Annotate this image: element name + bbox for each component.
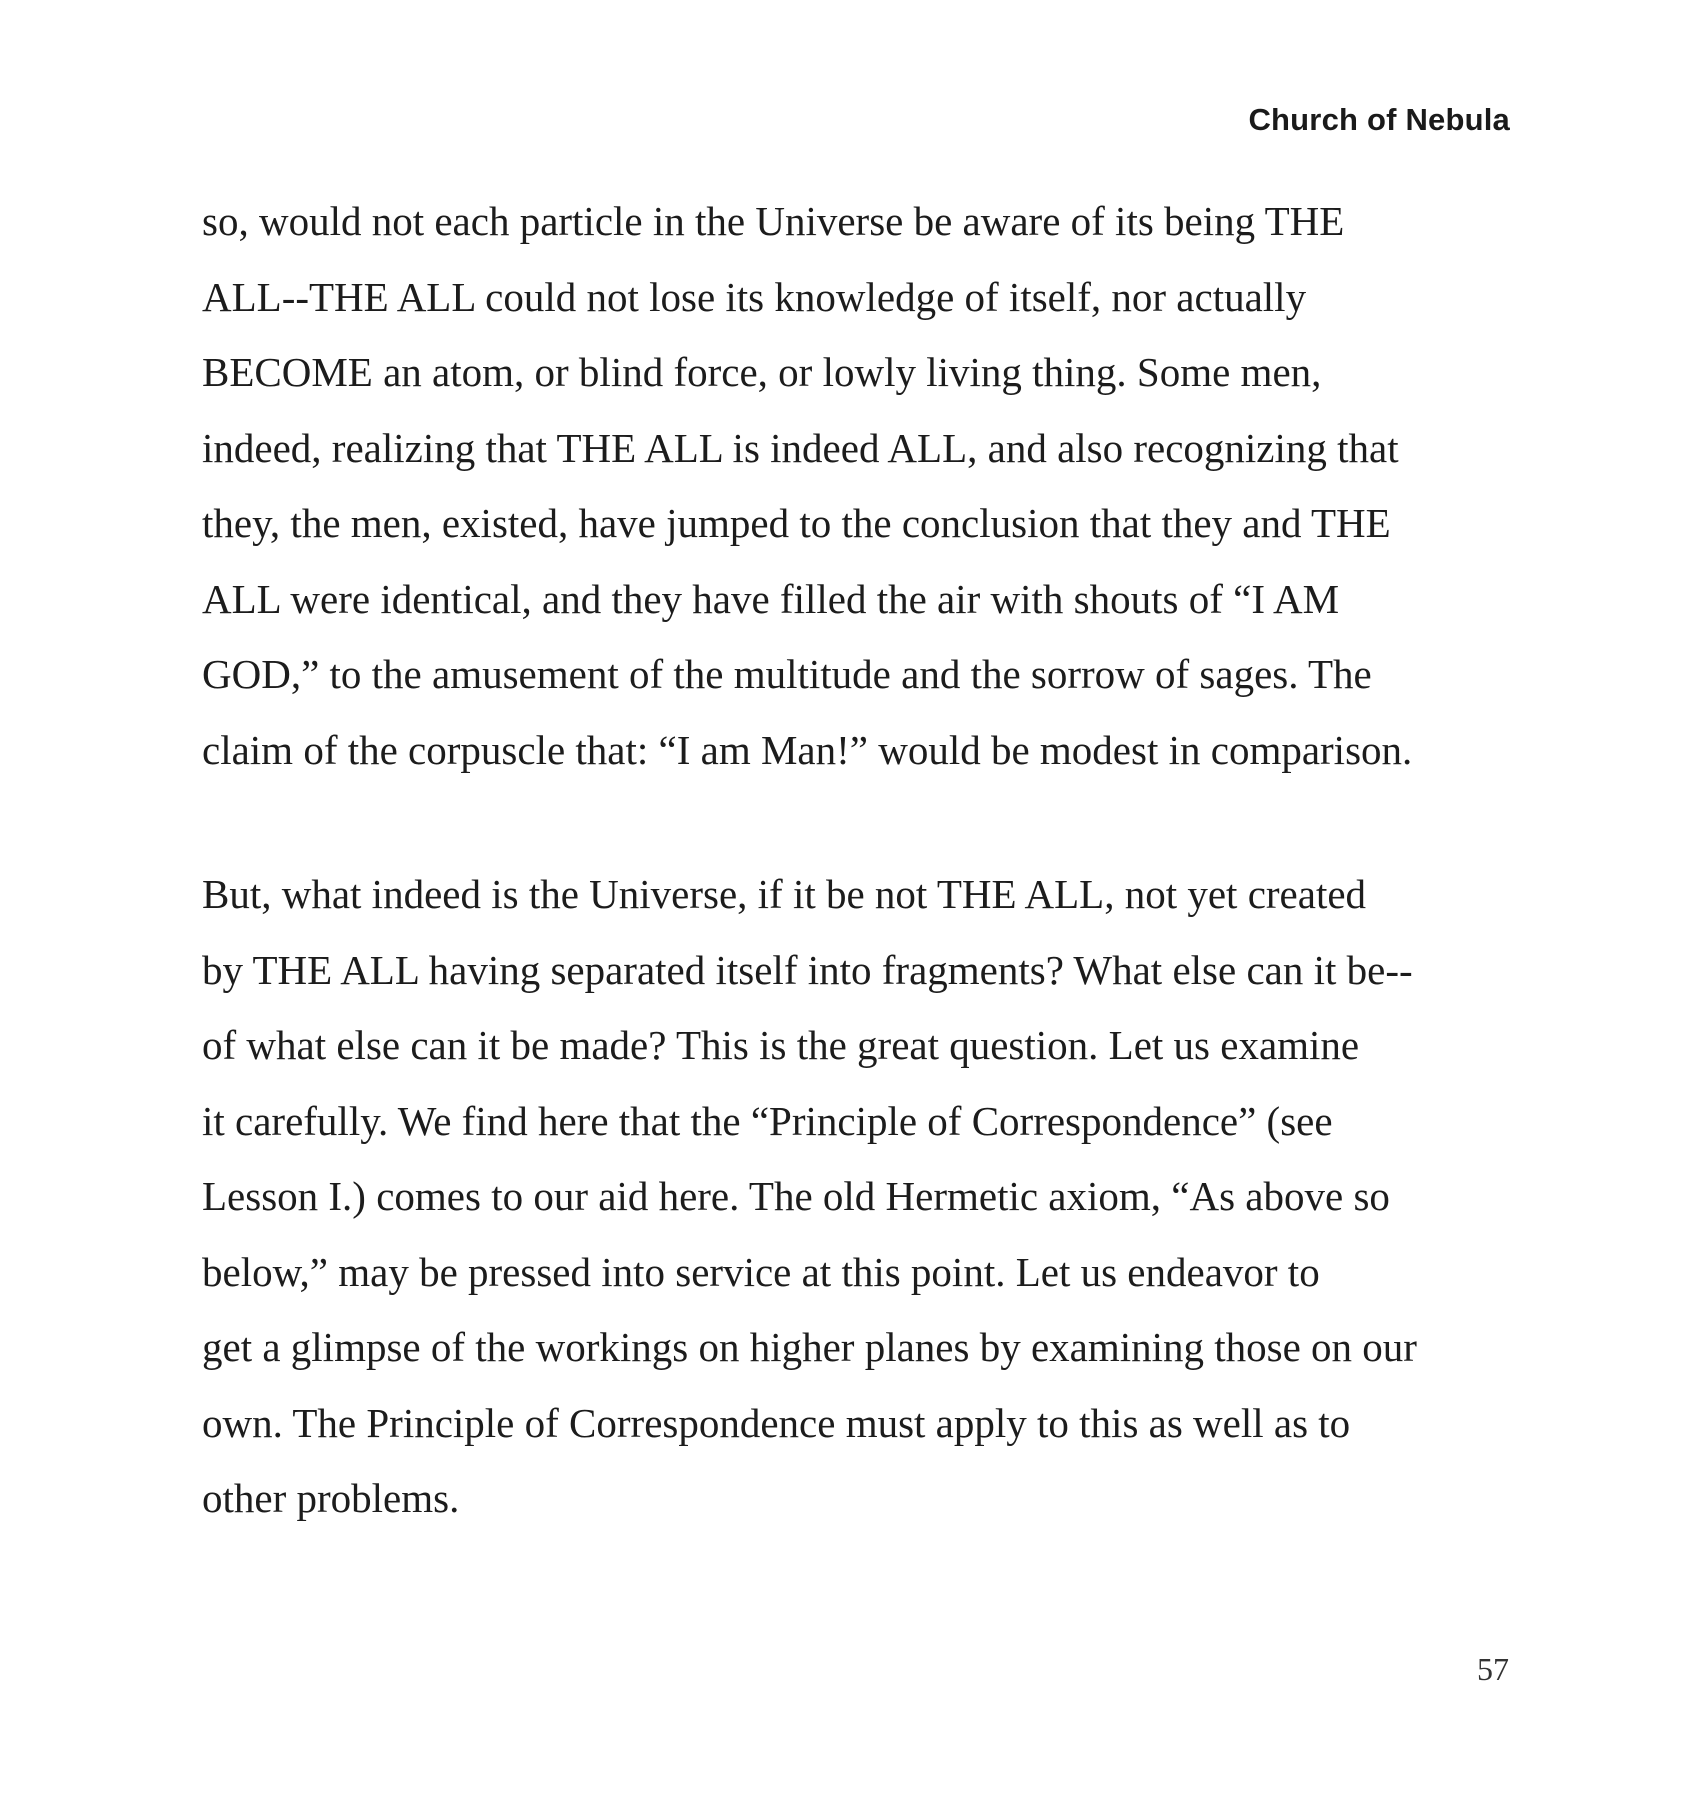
text-line: own. The Principle of Correspondence must apply to this as well as to xyxy=(202,1399,1351,1446)
running-header-title: Church of Nebula xyxy=(1248,102,1510,137)
text-line: BECOME an atom, or blind force, or lowly living thing. Some men, xyxy=(202,349,1322,395)
text-line: But, what indeed is the Universe, if it be not THE ALL, not yet created xyxy=(202,871,1367,917)
text-line: by THE ALL having separated itself into fragments? What else can it be-- xyxy=(202,946,1413,993)
body-paragraph-2 xyxy=(202,857,1522,1537)
text-line: claim of the corpuscle that: “I am Man!” would be modest in comparison. xyxy=(202,726,1413,773)
text-line: ALL were identical, and they have filled the air with shouts of “I AM xyxy=(202,575,1340,622)
page-number: 57 xyxy=(1477,1651,1509,1687)
text-line: they, the men, existed, have jumped to the conclusion that they and THE xyxy=(202,500,1391,546)
text-line: indeed, realizing that THE ALL is indeed ALL, and also recognizing that xyxy=(202,424,1399,471)
text-line: get a glimpse of the workings on higher planes by examining those on our xyxy=(202,1324,1417,1370)
text-line: of what else can it be made? This is the great question. Let us examine xyxy=(202,1022,1360,1068)
text-line: Lesson I.) comes to our aid here. The old Hermetic axiom, “As above so xyxy=(202,1173,1390,1219)
text-line: ALL--THE ALL could not lose its knowledge of itself, nor actually xyxy=(202,273,1307,320)
text-line: below,” may be pressed into service at this point. Let us endeavor to xyxy=(202,1248,1320,1295)
body-paragraph-1 xyxy=(202,184,1522,788)
text-line: GOD,” to the amusement of the multitude and the sorrow of sages. The xyxy=(202,651,1372,697)
text-line: it carefully. We find here that the “Principle of Correspondence” (see xyxy=(202,1097,1333,1144)
text-line: other problems. xyxy=(202,1475,460,1521)
text-line: so, would not each particle in the Universe be aware of its being THE xyxy=(202,198,1345,244)
